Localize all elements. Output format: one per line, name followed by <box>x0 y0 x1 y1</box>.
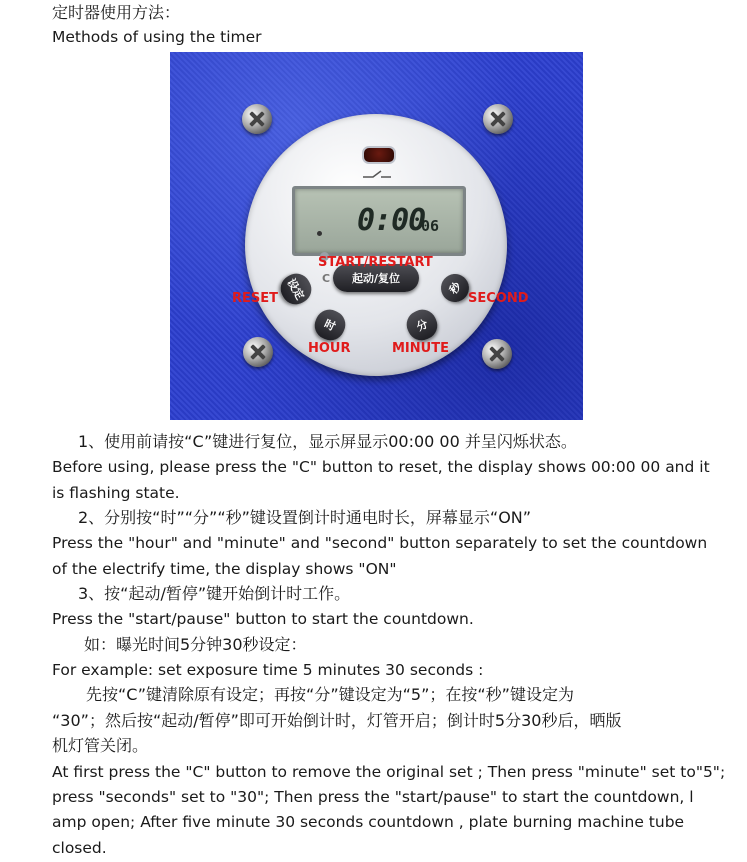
screw-icon <box>242 104 272 134</box>
example-cn-body-3: 机灯管关闭。 <box>52 736 149 755</box>
label-reset: RESET <box>232 291 279 306</box>
timer-dial <box>245 114 507 376</box>
label-minute: MINUTE <box>392 341 449 356</box>
step1-en-1: Before using, please press the "C" button to reset, the display shows 00:00 00 and it <box>52 458 710 476</box>
step3-cn: 3、按“起动/暂停”键开始倒计时工作。 <box>78 584 351 603</box>
hour-button[interactable]: 时 <box>310 305 350 345</box>
minute-button[interactable]: 分 <box>402 305 442 345</box>
step2-cn: 2、分别按“时”“分”“秒”键设置倒计时通电时长，屏幕显示“ON” <box>78 508 532 527</box>
set-button[interactable]: 设定 <box>276 269 317 310</box>
example-en-body-1: At first press the "C" button to remove the original set ; Then press "minute" set to"5"; <box>52 763 726 781</box>
step2-en-2: of the electrify time, the display shows "ON" <box>52 560 397 578</box>
step3-en: Press the "start/pause" button to start the countdown. <box>52 610 474 628</box>
example-cn: 如：曝光时间5分钟30秒设定： <box>84 635 307 654</box>
heading-en: Methods of using the timer <box>52 28 262 46</box>
example-en-body-3: amp open; After five minute 30 seconds countdown , plate burning machine tube <box>52 813 685 831</box>
start-reset-button[interactable]: 起动/复位 <box>333 264 419 292</box>
label-start-restart: START/RESTART <box>318 255 433 270</box>
label-hour: HOUR <box>308 341 351 356</box>
example-en: For example: set exposure time 5 minutes 30 seconds : <box>52 661 484 679</box>
step2-en-1: Press the "hour" and "minute" and "second" button separately to set the countdown <box>52 534 708 552</box>
switch-icon <box>363 170 391 178</box>
screw-icon <box>243 337 273 367</box>
timer-photo <box>170 52 583 420</box>
lcd-time: 0:00 <box>357 203 426 238</box>
label-second: SECOND <box>468 291 529 306</box>
example-cn-body-2: “30”；然后按“起动/暂停”即可开始倒计时，灯管开启；倒计时5分30秒后，晒版 <box>52 711 622 730</box>
indicator-led <box>362 146 396 164</box>
step1-en-2: is flashing state. <box>52 484 180 502</box>
lcd-display <box>292 186 466 256</box>
c-label: C <box>322 272 331 285</box>
screw-icon <box>483 104 513 134</box>
example-cn-body-1: 先按“C”键清除原有设定；再按“分”键设定为“5”；在按“秒”键设定为 <box>86 685 574 704</box>
example-en-body-4: closed. <box>52 839 107 857</box>
heading-cn: 定时器使用方法： <box>52 3 181 22</box>
second-button[interactable]: 秒 <box>435 268 474 307</box>
example-en-body-2: press "seconds" set to "30"; Then press the "start/pause" to start the countdown, l <box>52 788 694 806</box>
step1-cn: 1、使用前请按“C”键进行复位，显示屏显示00:00 00 并呈闪烁状态。 <box>78 432 577 451</box>
lcd-seconds: 06 <box>421 217 440 235</box>
screw-icon <box>482 339 512 369</box>
lcd-dot-icon <box>317 231 322 236</box>
